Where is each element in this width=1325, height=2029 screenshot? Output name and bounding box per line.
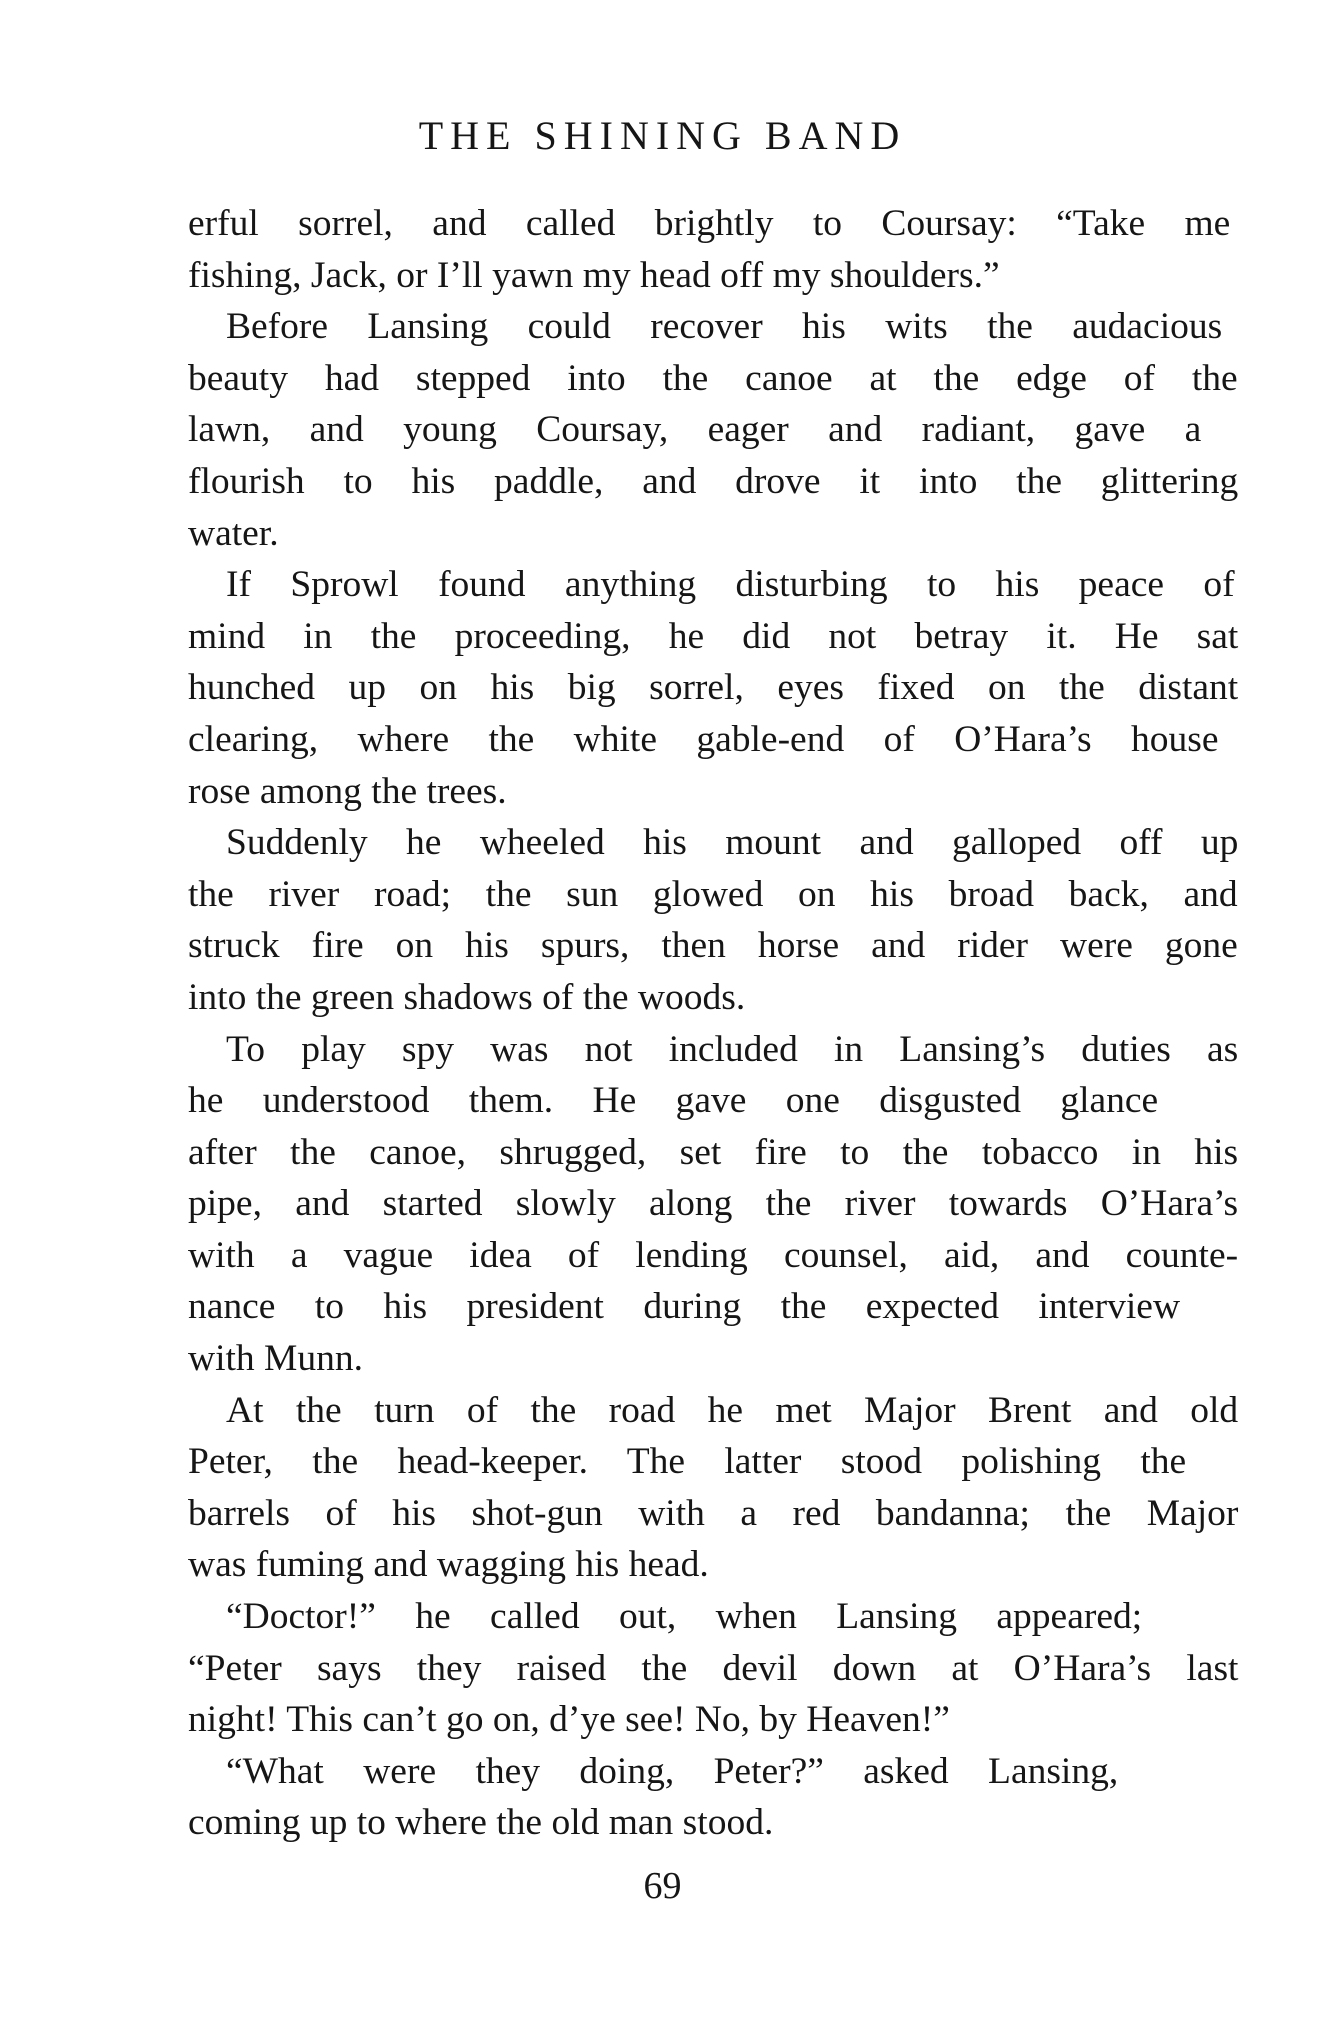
text-line: If Sprowl found anything disturbing to his peace of [226, 564, 1235, 606]
text-line: pipe, and started slowly along the river towards O’Hara’s [188, 1183, 1239, 1225]
body-text [188, 198, 1238, 1849]
text-line: coming up to where the old man stood. [188, 1802, 774, 1844]
paragraph [188, 198, 1238, 301]
text-line: At the turn of the road he met Major Brent and old [226, 1389, 1239, 1431]
text-line: mind in the proceeding, he did not betray it. He sat [188, 615, 1239, 657]
text-line: water. [188, 512, 279, 554]
text-line: struck fire on his spurs, then horse and rider were gone [188, 925, 1238, 967]
text-line: lawn, and young Coursay, eager and radiant, gave a [188, 409, 1202, 451]
text-line: was fuming and wagging his head. [188, 1544, 709, 1586]
text-line: “Doctor!” he called out, when Lansing appeared; [226, 1596, 1143, 1638]
text-line: with Munn. [188, 1338, 364, 1380]
text-line: into the green shadows of the woods. [188, 976, 746, 1018]
text-line: night! This can’t go on, d’ye see! No, by Heaven!” [188, 1699, 950, 1741]
text-line: flourish to his paddle, and drove it into the glittering [188, 460, 1239, 502]
text-line: clearing, where the white gable-end of O’Hara’s house [188, 718, 1219, 760]
text-line: Suddenly he wheeled his mount and galloped off up [226, 822, 1239, 864]
text-line: Before Lansing could recover his wits the audacious [226, 306, 1223, 348]
text-line: barrels of his shot-gun with a red bandanna; the Major [188, 1492, 1239, 1534]
paragraph [188, 1591, 1238, 1746]
paragraph [188, 559, 1238, 817]
paragraph [188, 1024, 1238, 1385]
text-line: hunched up on his big sorrel, eyes fixed on the distant [188, 667, 1239, 709]
text-line: nance to his president during the expected interview [188, 1286, 1181, 1328]
text-line: erful sorrel, and called brightly to Coursay: “Take me [188, 203, 1231, 244]
text-line: To play spy was not included in Lansing’s duties as [226, 1028, 1239, 1070]
text-line: he understood them. He gave one disgusted glance [188, 1080, 1159, 1122]
text-line: “Peter says they raised the devil down at O’Hara’s last [188, 1647, 1239, 1689]
text-line: fishing, Jack, or I’ll yawn my head off my shoulders.” [188, 254, 1000, 296]
paragraph [188, 1385, 1238, 1591]
paragraph [188, 817, 1238, 1023]
paragraph [188, 301, 1238, 559]
text-line: “What were they doing, Peter?” asked Lansing, [226, 1750, 1119, 1792]
page-number: 69 [643, 1865, 682, 1907]
text-line: the river road; the sun glowed on his broad back, and [188, 873, 1238, 915]
text-line: with a vague idea of lending counsel, aid, and counte- [188, 1234, 1239, 1276]
paragraph [188, 1746, 1238, 1849]
running-header: THE SHINING BAND [418, 113, 907, 158]
text-line: rose among the trees. [188, 770, 507, 812]
text-line: after the canoe, shrugged, set fire to the tobacco in his [188, 1131, 1239, 1173]
text-line: Peter, the head-keeper. The latter stood polishing the [188, 1441, 1187, 1483]
text-line: beauty had stepped into the canoe at the edge of the [188, 357, 1238, 399]
